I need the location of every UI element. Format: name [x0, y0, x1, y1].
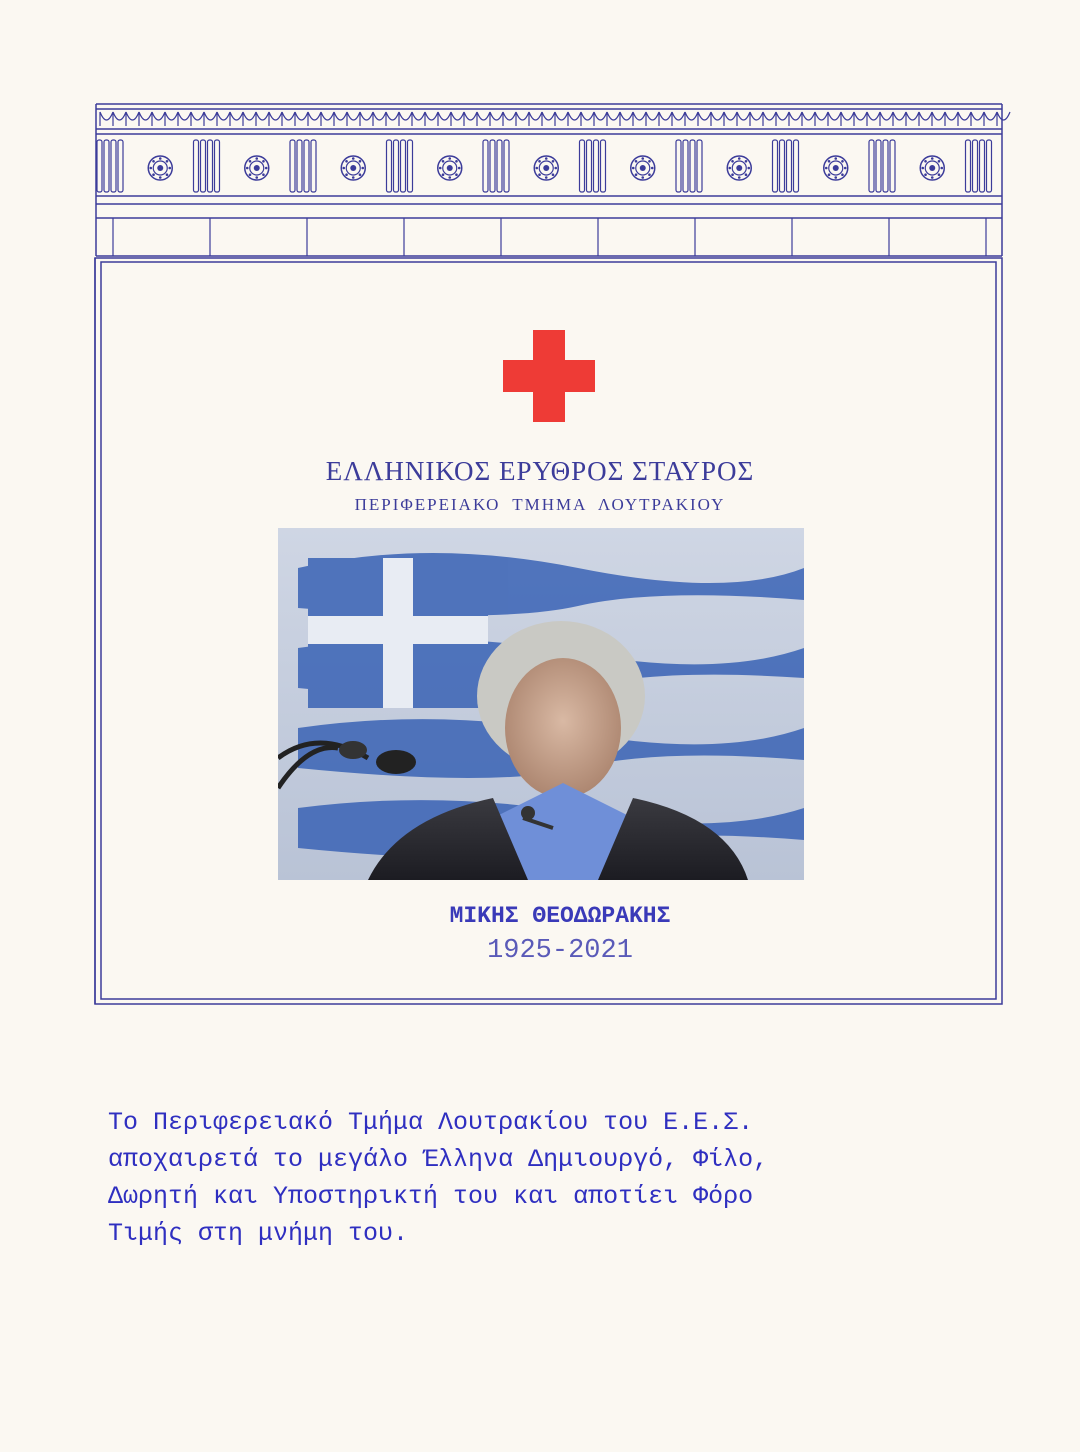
memorial-name: ΜΙΚΗΣ ΘΕΟΔΩΡΑΚΗΣ — [449, 903, 671, 929]
message-line: Δωρητή και Υποστηρικτή του και αποτίει Φόρο — [108, 1182, 754, 1211]
rosette-icon — [341, 156, 365, 180]
organization-title: ΕΛΛΗΝΙΚΟΣ ΕΡΥΘΡΟΣ ΣΤΑΥΡΟΣ — [325, 456, 755, 486]
message-line: Το Περιφερειακό Τμήμα Λουτρακίου του Ε.Ε.Σ. — [108, 1108, 754, 1137]
rosette-icon — [727, 156, 751, 180]
rosette-icon — [245, 156, 269, 180]
message-line: αποχαιρετά το μεγάλο Έλληνα Δημιουργό, Φίλο, — [108, 1145, 769, 1174]
department-subtitle: ΠΕΡΙΦΕΡΕΙΑΚΟ ΤΜΗΜΑ ΛΟΥΤΡΑΚΙΟΥ — [354, 495, 726, 514]
memorial-years: 1925-2021 — [487, 936, 633, 966]
red-cross-icon — [503, 330, 595, 422]
farewell-message — [108, 1104, 988, 1252]
rosette-icon — [438, 156, 462, 180]
rosette-icon — [148, 156, 172, 180]
portrait-photo — [278, 528, 804, 880]
message-line: Τιμής στη μνήμη του. — [108, 1219, 409, 1248]
rosette-icon — [920, 156, 944, 180]
rosette-icon — [534, 156, 558, 180]
rosette-icon — [824, 156, 848, 180]
rosette-icon — [631, 156, 655, 180]
